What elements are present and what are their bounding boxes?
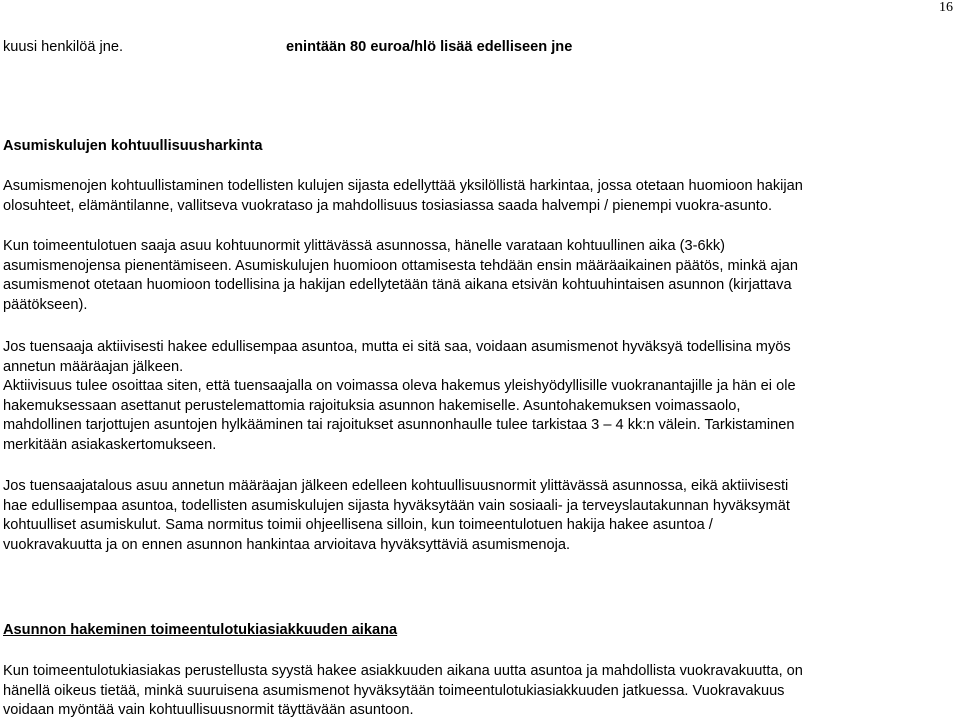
text-line: asumismenot otetaan huomioon todellisina ja hakijan edellytetään tänä aikana etsivän kohtuuhintaisen asunnon (kirjattava [3, 277, 792, 293]
text-line: Asumismenojen kohtuullistaminen todellisten kulujen sijasta edellyttää yksilöllistä harkintaa, jossa otetaan huomioon hakijan [3, 178, 803, 194]
text-line: hakemuksessaan asettanut perustelemattomia rajoituksia asunnon hakemiselle. Asuntohakemuksen voimassaolo, [3, 397, 741, 414]
paragraph-uusi-asunto [3, 662, 955, 721]
text-line: Aktiivisuus tulee osoittaa siten, että tuensaajalla on voimassa oleva hakemus yleishyödyllisille vuokranantajille ja hän ei ole [3, 378, 796, 394]
text-line: Kun toimeentulotuen saaja asuu kohtuunormit ylittävässä asunnossa, hänelle varataan kohtuullinen aika (3-6kk) [3, 238, 726, 254]
continuation-left-cell: kuusi henkilöä jne. [3, 39, 124, 55]
text-line: asumismenojensa pienentämiseen. Asumiskulujen huomioon ottamisesta tehdään ensin määräaikainen päätös, minkä ajan [3, 257, 799, 274]
text-line: päätökseen). [3, 296, 88, 313]
text-line: hae edullisempaa asuntoa, todellisten asumiskulujen sijasta hyväksytään vain sosiaali- ja terveyslautakunnan hyväksymät [3, 497, 790, 514]
text-line: hänellä oikeus tietää, minkä suuruisena asumismenot hyväksytään toimeentulotukiasiakkuuden jatkuessa. Vuokravakuus [3, 682, 785, 699]
text-line: kohtuulliset asumiskulut. Sama normitus toimii ohjeellisena silloin, kun toimeentulotuen hakija hakee asuntoa / [3, 517, 713, 533]
paragraph-kohtuullistaminen [3, 177, 955, 216]
section-heading-asunnon-hakeminen: Asunnon hakeminen toimeentulotukiasiakkuuden aikana [3, 622, 398, 638]
text-line: vuokravakuutta ja on ennen asunnon hankintaa arvioitava hyväksyttäviä asumismenoja. [3, 536, 571, 553]
text-line: voidaan myöntää vain kohtuullisuusnormit täyttävään asuntoon. [3, 702, 414, 718]
page-number: 16 [939, 0, 953, 15]
text-line: Jos tuensaaja aktiivisesti hakee edullisempaa asuntoa, mutta ei sitä saa, voidaan asumismenot hyväksyä todellisina myös [3, 339, 791, 355]
text-line: mahdollinen tarjottujen asuntojen hylkääminen tai rajoitukset asunnonhaulle tulee tarkistaa 3 – 4 kk:n välein. Tarkistaminen [3, 417, 795, 433]
text-line: Jos tuensaajatalous asuu annetun määräajan jälkeen edelleen kohtuullisuusnormit ylittävässä asunnossa, eikä aktiivisesti [3, 478, 789, 494]
text-line: merkitään asiakaskertomukseen. [3, 436, 217, 453]
text-line: Kun toimeentulotukiasiakas perustellusta syystä hakee asiakkuuden aikana uutta asuntoa ja mahdollista vuokravakuutta, on [3, 663, 803, 679]
paragraph-aktiivisuus [3, 338, 955, 455]
paragraph-normit-ylittava [3, 477, 955, 555]
text-line: olosuhteet, elämäntilanne, vallitseva vuokrataso ja mahdollisuus tosiasiassa saada halvempi / pienempi vuokra-asunto. [3, 197, 773, 214]
text-line: annetun määräajan jälkeen. [3, 358, 184, 375]
continuation-right-cell: enintään 80 euroa/hlö lisää edelliseen jne [286, 39, 573, 55]
paragraph-maaraaika [3, 237, 955, 315]
section-heading-asumiskulujen: Asumiskulujen kohtuullisuusharkinta [3, 138, 263, 154]
